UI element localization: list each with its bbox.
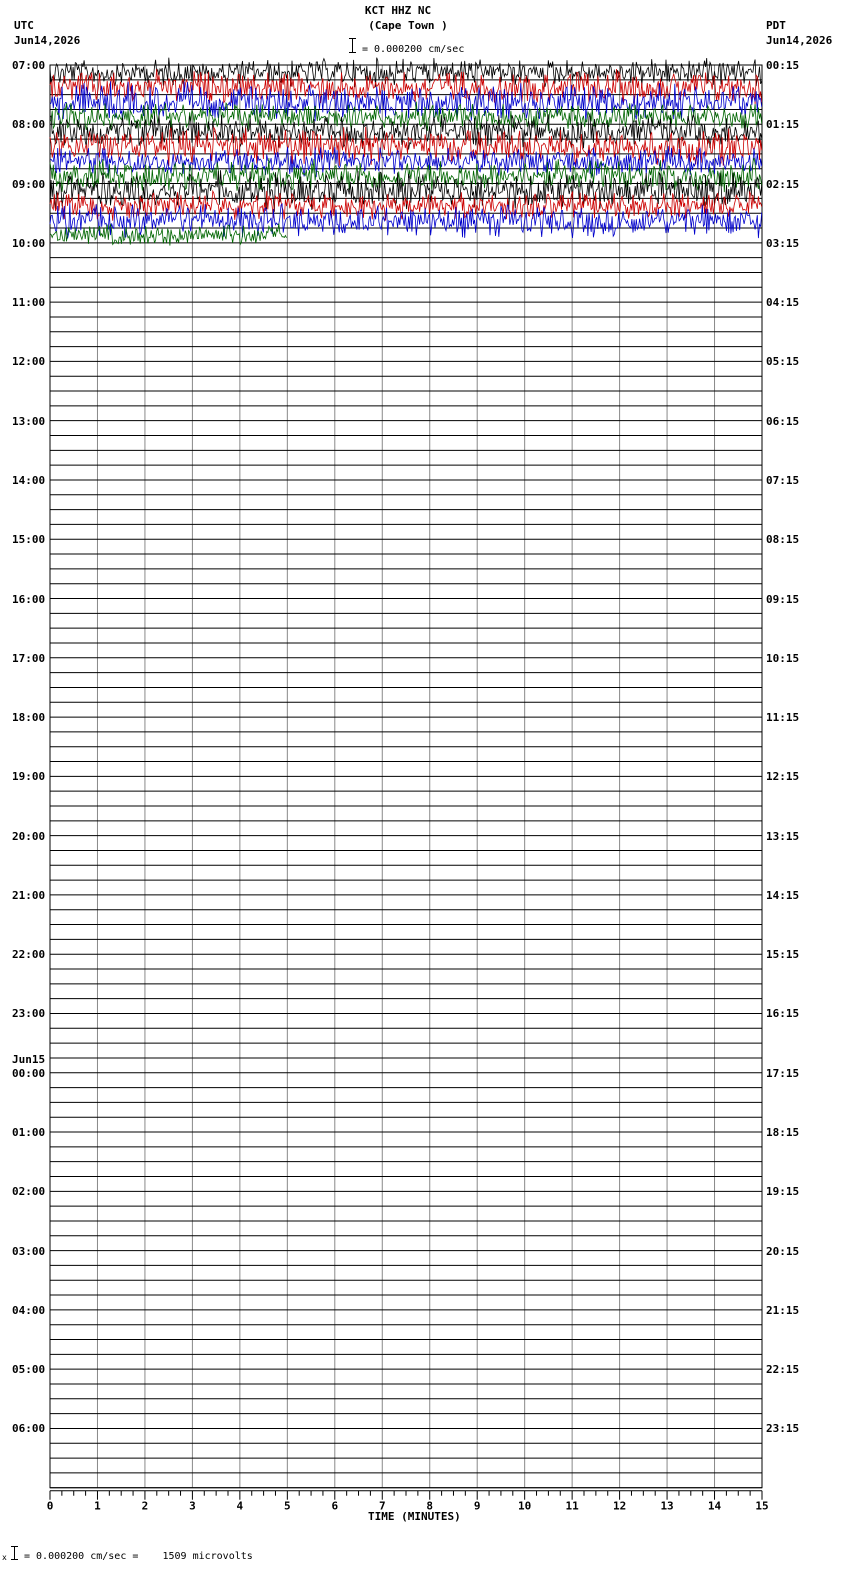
- x-tick-label: 8: [426, 1499, 434, 1513]
- pdt-hour-label: 17:15: [766, 1066, 800, 1080]
- footer-scale-bar-icon: [14, 1546, 15, 1560]
- scale-bar-cap-bottom: [349, 52, 356, 53]
- x-tick-label: 12: [612, 1499, 627, 1513]
- utc-hour-label: 18:00: [12, 711, 46, 725]
- scale-text: = 0.000200 cm/sec: [362, 44, 465, 55]
- station-location: (Cape Town ): [368, 19, 448, 32]
- utc-hour-label: 21:00: [12, 888, 46, 902]
- x-axis-label: TIME (MINUTES): [368, 1510, 461, 1523]
- footer-scale-text: = 0.000200 cm/sec = 1509 microvolts: [24, 1551, 253, 1562]
- pdt-hour-label: 02:15: [766, 177, 800, 191]
- pdt-hour-label: 07:15: [766, 473, 800, 487]
- x-tick-label: 11: [565, 1499, 579, 1513]
- x-tick-label: 0: [46, 1499, 54, 1513]
- footer-scale-cap-top: [11, 1546, 18, 1547]
- pdt-hour-label: 16:15: [766, 1007, 800, 1021]
- pdt-hour-label: 13:15: [766, 829, 800, 843]
- utc-hour-label: 13:00: [12, 414, 46, 428]
- pdt-hour-label: 03:15: [766, 236, 800, 250]
- x-tick-label: 4: [236, 1499, 244, 1513]
- pdt-hour-label: 06:15: [766, 414, 800, 428]
- utc-hour-label: 08:00: [12, 118, 46, 132]
- utc-hour-label: 10:00: [12, 236, 46, 250]
- footer-scale-cap-bottom: [11, 1559, 18, 1560]
- utc-hour-label: 01:00: [12, 1126, 46, 1140]
- seismic-trace-row: [50, 223, 287, 245]
- pdt-hour-label: 14:15: [766, 888, 800, 902]
- utc-hour-label: 12:00: [12, 355, 46, 369]
- utc-hour-label: 09:00: [12, 177, 46, 191]
- pdt-hour-label: 12:15: [766, 770, 800, 784]
- utc-hour-label: 05:00: [12, 1363, 46, 1377]
- x-tick-label: 13: [660, 1499, 674, 1513]
- pdt-hour-label: 08:15: [766, 533, 800, 547]
- pdt-date: Jun14,2026: [766, 34, 833, 47]
- utc-hour-label: 22:00: [12, 948, 46, 962]
- utc-hour-label: 07:00: [12, 59, 46, 72]
- pdt-hour-label: 11:15: [766, 711, 800, 725]
- x-tick-label: 14: [707, 1499, 722, 1513]
- pdt-hour-label: 01:15: [766, 118, 800, 132]
- pdt-hour-label: 19:15: [766, 1185, 800, 1199]
- utc-hour-label: 00:00: [12, 1066, 46, 1080]
- seismic-trace-row: [50, 69, 762, 105]
- x-tick-label: 15: [755, 1499, 769, 1513]
- pdt-hour-label: 05:15: [766, 355, 800, 369]
- x-tick-label: 1: [94, 1499, 101, 1513]
- utc-label: UTC: [14, 19, 34, 32]
- utc-hour-label: 14:00: [12, 473, 46, 487]
- x-tick-label: 5: [284, 1499, 291, 1513]
- utc-hour-label: 11:00: [12, 296, 46, 310]
- pdt-hour-label: 04:15: [766, 296, 800, 310]
- grid-layer: [50, 65, 762, 1488]
- pdt-hour-label: 22:15: [766, 1363, 800, 1377]
- day-change-label: Jun15: [12, 1052, 46, 1066]
- utc-hour-label: 19:00: [12, 770, 46, 784]
- pdt-hour-label: 00:15: [766, 59, 800, 72]
- utc-hour-label: 03:00: [12, 1244, 46, 1258]
- x-tick-label: 3: [189, 1499, 196, 1513]
- pdt-label: PDT: [766, 19, 786, 32]
- pdt-hour-label: 10:15: [766, 651, 800, 665]
- utc-date: Jun14,2026: [14, 34, 81, 47]
- x-tick-label: 6: [331, 1499, 339, 1513]
- scale-bar-icon: [352, 38, 353, 53]
- footer-prefix: x: [2, 1553, 7, 1562]
- x-tick-label: 2: [141, 1499, 149, 1513]
- station-title: KCT HHZ NC: [364, 4, 432, 17]
- pdt-hour-label: 09:15: [766, 592, 800, 606]
- x-tick-label: 10: [518, 1499, 532, 1513]
- utc-hour-label: 20:00: [12, 829, 46, 843]
- pdt-hour-label: 20:15: [766, 1244, 800, 1258]
- utc-hour-label: 17:00: [12, 651, 46, 665]
- utc-hour-label: 16:00: [12, 592, 46, 606]
- pdt-hour-label: 15:15: [766, 948, 800, 962]
- pdt-hour-label: 23:15: [766, 1422, 800, 1436]
- x-tick-label: 7: [378, 1499, 386, 1513]
- utc-hour-label: 15:00: [12, 533, 46, 547]
- scale-bar-cap-top: [349, 38, 356, 39]
- utc-hour-label: 23:00: [12, 1007, 46, 1021]
- utc-hour-label: 06:00: [12, 1422, 46, 1436]
- utc-hour-label: 04:00: [12, 1303, 46, 1317]
- pdt-hour-label: 21:15: [766, 1303, 800, 1317]
- trace-layer: [50, 58, 762, 246]
- x-tick-label: 9: [473, 1499, 481, 1513]
- utc-hour-label: 02:00: [12, 1185, 46, 1199]
- pdt-hour-label: 18:15: [766, 1126, 800, 1140]
